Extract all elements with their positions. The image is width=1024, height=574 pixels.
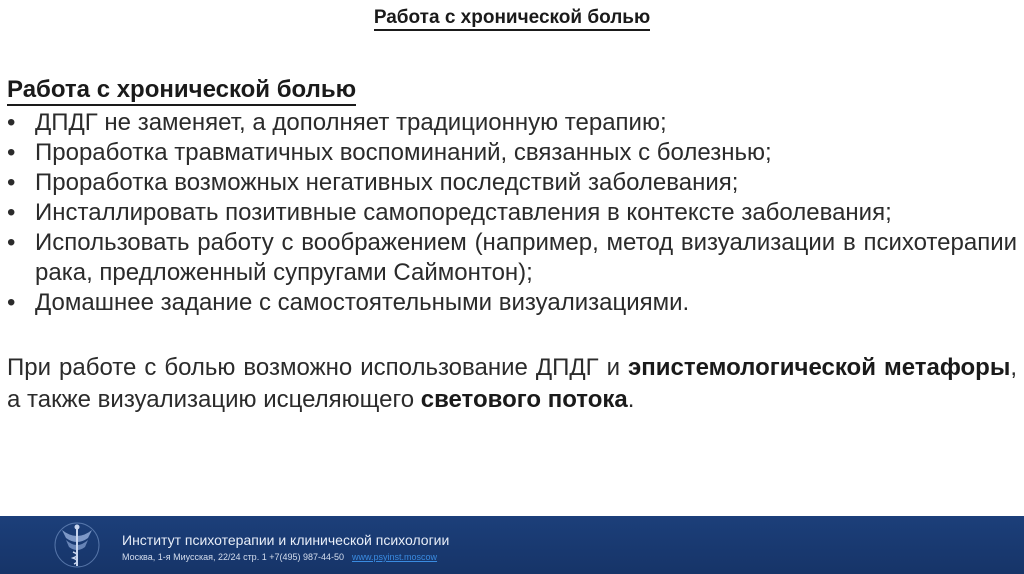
- paragraph-text-1: При работе с болью возможно использование ДПДГ и: [7, 354, 629, 381]
- list-item-text: ДПДГ не заменяет, а дополняет традиционную терапию;: [35, 109, 667, 136]
- paragraph-text-3: .: [627, 386, 635, 413]
- bullet-marker: •: [7, 139, 16, 166]
- bullet-marker: •: [7, 169, 16, 196]
- footer-bar: [0, 516, 1024, 574]
- slide-title: [0, 7, 1024, 29]
- institute-logo-icon: [48, 520, 106, 570]
- list-item: [7, 198, 1017, 228]
- content-heading: Работа с хронической болью: [7, 76, 356, 106]
- bullet-marker: •: [7, 109, 16, 136]
- list-item: [7, 288, 1017, 318]
- list-item-text: Проработка возможных негативных последствий заболевания;: [35, 169, 739, 196]
- summary-paragraph: [7, 352, 1017, 416]
- footer-address: [122, 552, 437, 562]
- paragraph-bold-2: светового потока: [420, 386, 628, 413]
- list-item: [7, 168, 1017, 198]
- list-item-text: Инсталлировать позитивные самопоредставления в контексте заболевания;: [35, 199, 892, 226]
- list-item-text: Домашнее задание с самостоятельными визуализациями.: [35, 289, 690, 316]
- bullet-marker: •: [7, 199, 16, 226]
- paragraph-text-2: , а также визуализацию исцеляющего: [7, 354, 1018, 413]
- footer-website-link[interactable]: www.psyinst.moscow: [352, 552, 438, 562]
- slide-title-text: Работа с хронической болью: [374, 7, 650, 31]
- footer-address-text: Москва, 1-я Миусская, 22/24 стр. 1 +7(495) 987-44-50: [122, 552, 345, 562]
- bullet-list: [7, 108, 1017, 318]
- paragraph-bold-1: эпистемологической метафоры: [628, 354, 1011, 381]
- list-item-text: Использовать работу с воображением (например, метод визуализации в психотерапии рака, предложенный супругами Саймонтон);: [35, 229, 1017, 286]
- list-item: [7, 108, 1017, 138]
- bullet-marker: •: [7, 289, 16, 316]
- footer-institute-name: Институт психотерапии и клинической психологии: [122, 532, 450, 548]
- list-item-text: Проработка травматичных воспоминаний, связанных с болезнью;: [35, 139, 772, 166]
- bullet-marker: •: [7, 229, 16, 256]
- slide-content: [7, 76, 1017, 416]
- list-item: [7, 138, 1017, 168]
- list-item: [7, 228, 1017, 288]
